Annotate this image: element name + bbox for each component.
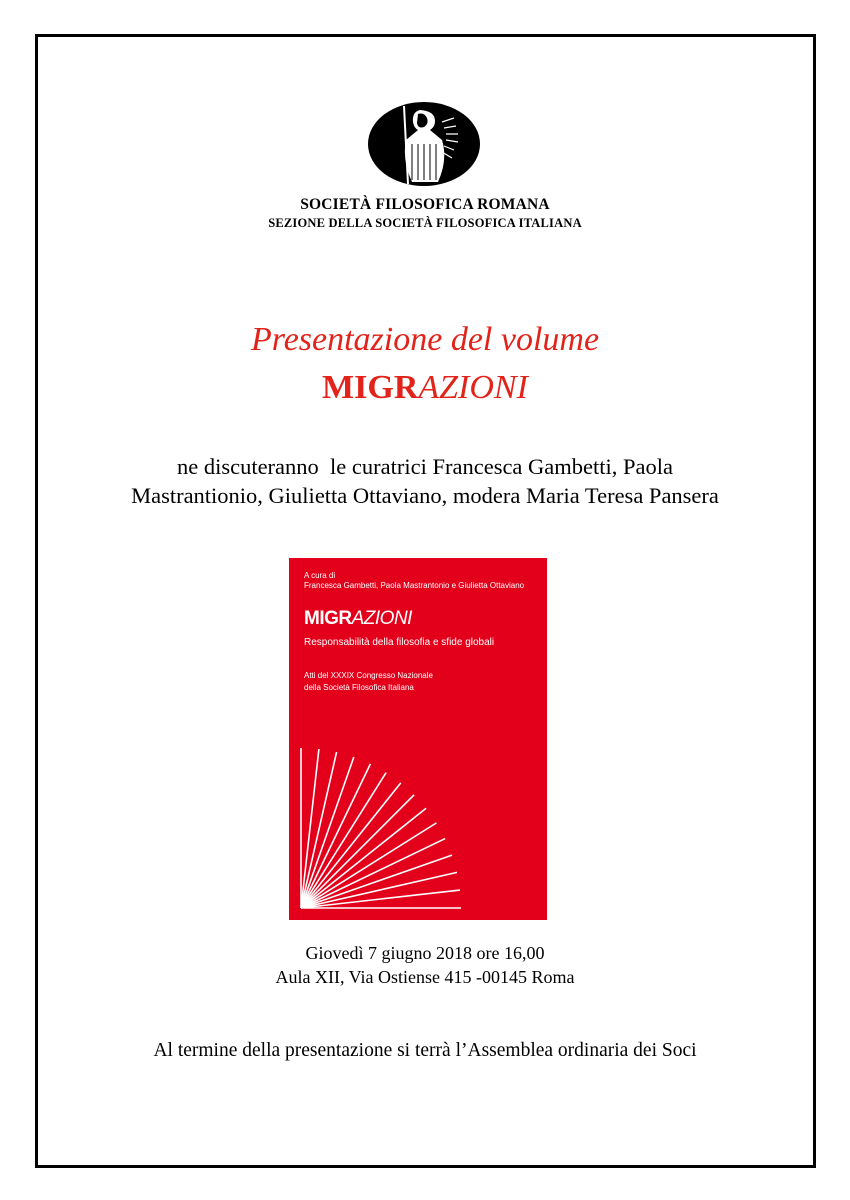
cover-ray xyxy=(301,795,414,908)
discussants-line-1: ne discuteranno le curatrici Francesca Gambetti, Paola xyxy=(176,454,674,479)
society-section: SEZIONE DELLA SOCIETÀ FILOSOFICA ITALIANA xyxy=(268,216,582,230)
cover-title-bold: MIGR xyxy=(304,608,352,629)
assembly-note: Al termine della presentazione si terrà l’Assemblea ordinaria dei Soci xyxy=(153,1040,697,1061)
volume-title xyxy=(0,366,850,410)
volume-title-italic: AZIONI xyxy=(418,369,528,406)
cover-subtitle: Responsabilità della filosofia e sfide globali xyxy=(304,637,495,648)
society-logo-icon xyxy=(366,100,482,188)
cover-proceedings-line-1: Atti del XXXIX Congresso Nazionale xyxy=(304,671,433,680)
volume-title-bold: MIGR xyxy=(322,369,419,406)
book-cover xyxy=(289,558,547,920)
event-date: Giovedì 7 giugno 2018 ore 16,00 xyxy=(305,943,545,963)
cover-proceedings-line-2: della Società Filosofica Italiana xyxy=(304,683,414,692)
society-name: SOCIETÀ FILOSOFICA ROMANA xyxy=(300,196,550,213)
cover-edited-by: A cura di xyxy=(304,571,336,580)
discussants-line-2: Mastrantionio, Giulietta Ottaviano, modera Maria Teresa Pansera xyxy=(131,483,719,508)
cover-editors: Francesca Gambetti, Paola Mastrantonio e Giulietta Ottaviano xyxy=(304,581,525,590)
cover-title-italic: AZIONI xyxy=(351,608,412,629)
discussants xyxy=(0,452,850,510)
cover-rays-icon xyxy=(289,558,547,920)
presentation-heading: Presentazione del volume xyxy=(250,321,600,358)
event-place: Aula XII, Via Ostiense 415 -00145 Roma xyxy=(275,967,575,987)
